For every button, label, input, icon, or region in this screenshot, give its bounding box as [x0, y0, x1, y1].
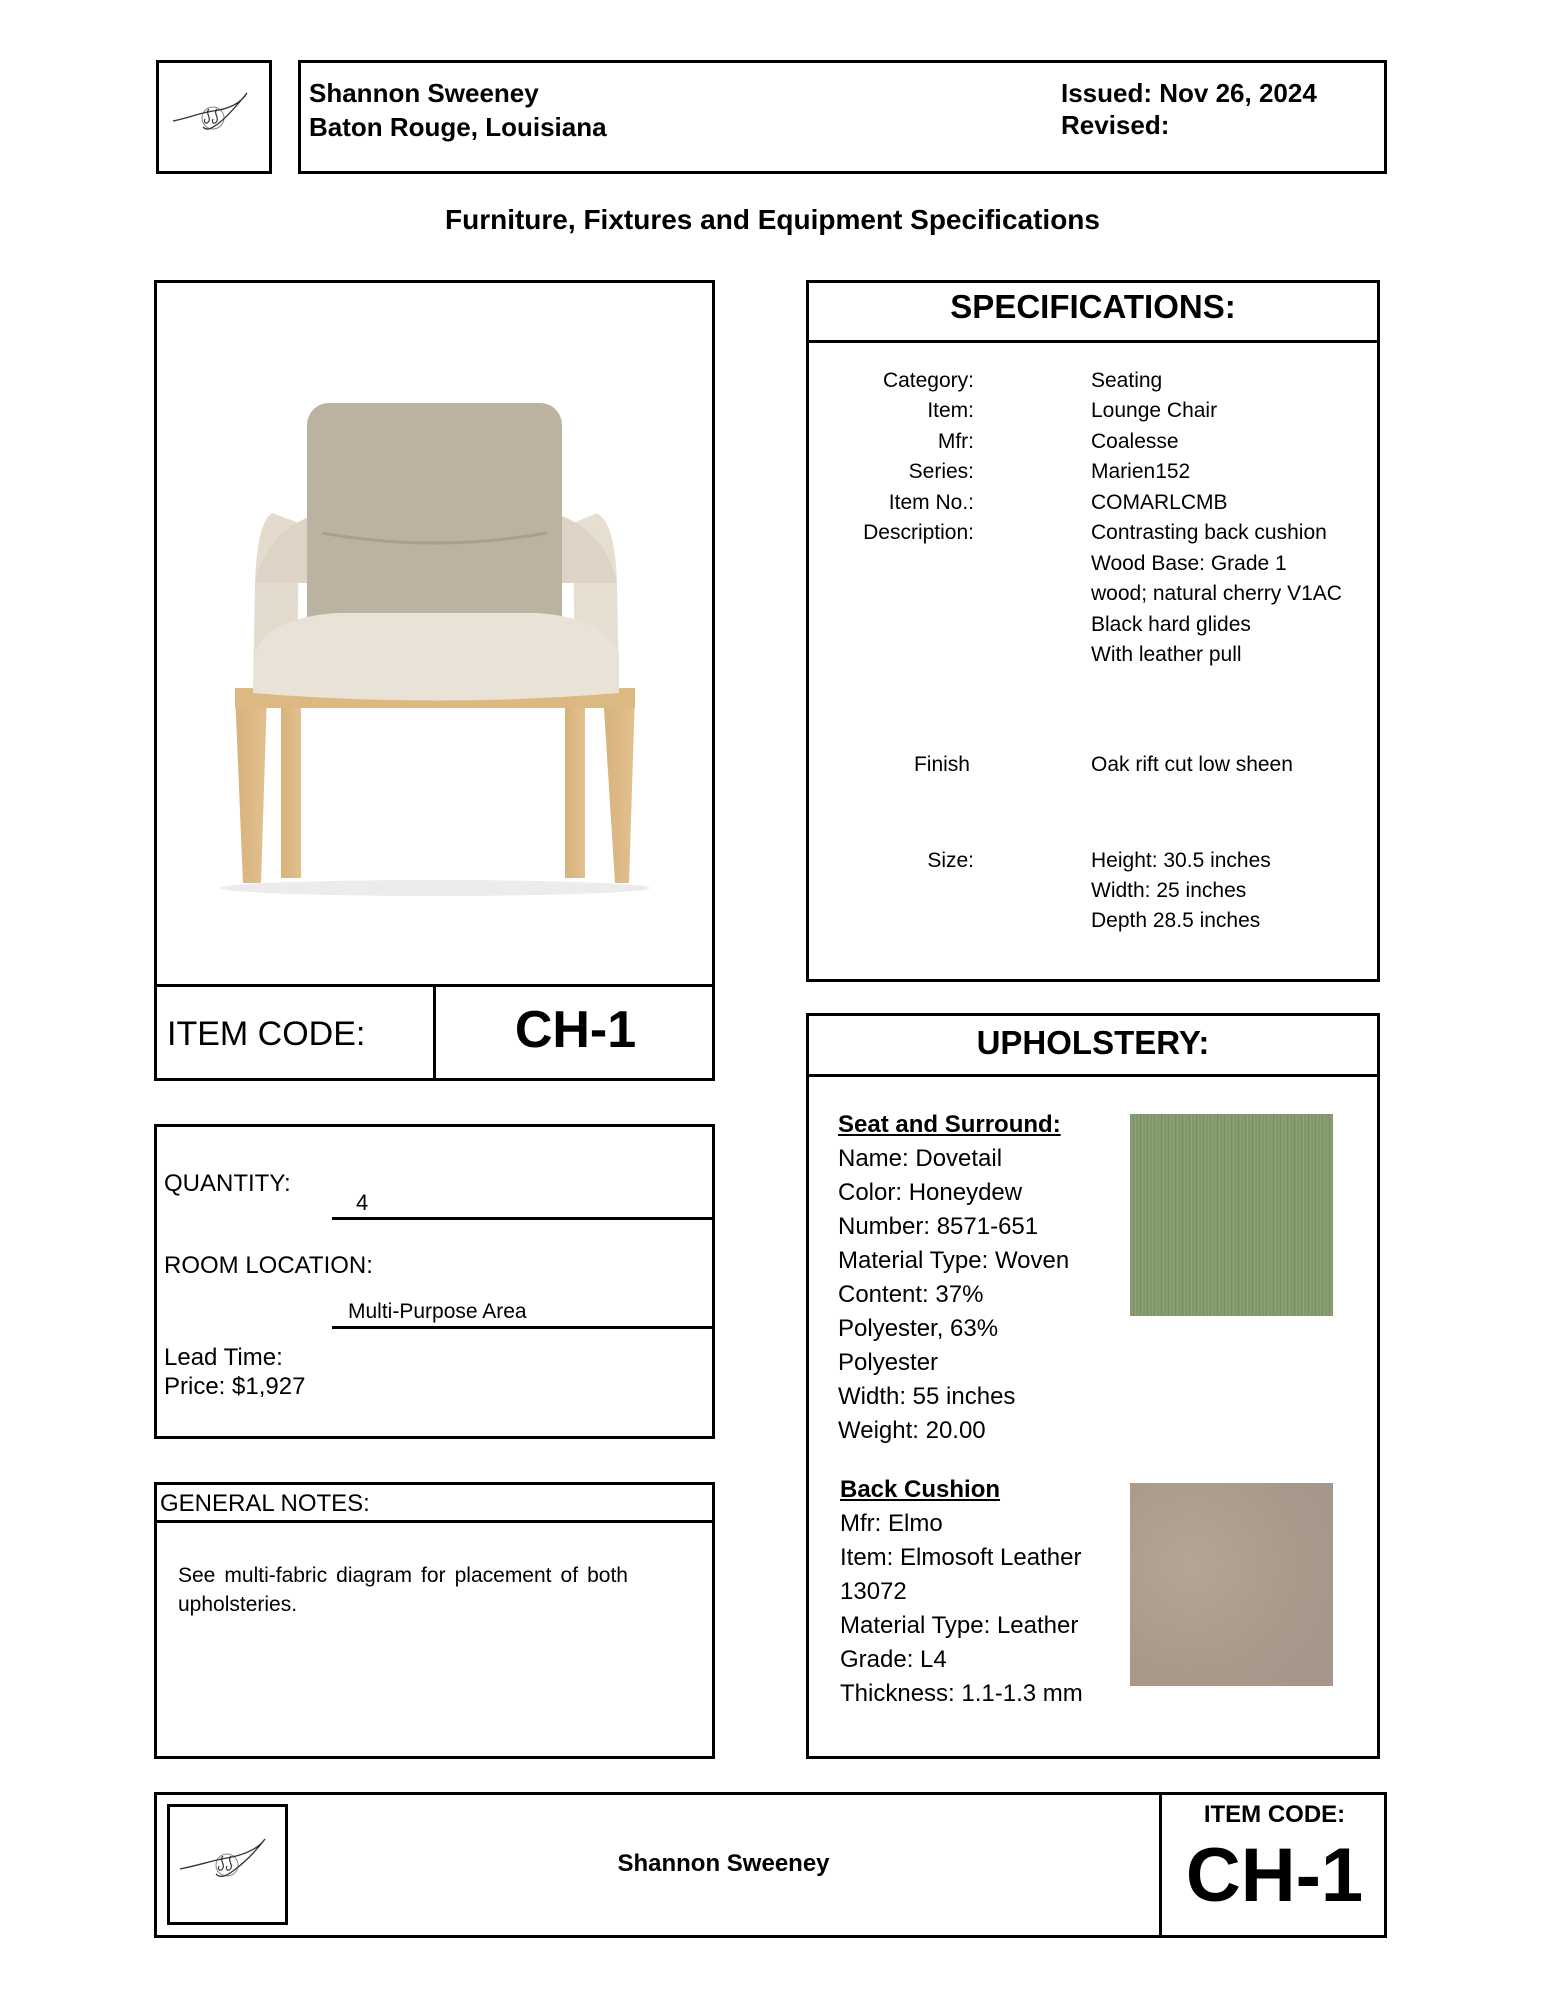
seat-upholstery-line: Width: 55 inches — [838, 1383, 1016, 1410]
spec-series-value: Marien152 — [1091, 460, 1191, 483]
upholstery-title: UPHOLSTERY: — [976, 1024, 1210, 1061]
seat-upholstery-line: Weight: 20.00 — [838, 1417, 986, 1444]
seat-upholstery-line: Polyester, 63% — [838, 1315, 999, 1342]
spec-itemno-label: Item No.: — [888, 491, 974, 514]
back-cushion-heading: Back Cushion — [840, 1476, 1001, 1503]
back-cushion-line: Item: Elmosoft Leather — [840, 1544, 1082, 1571]
back-cushion-line: Material Type: Leather — [840, 1612, 1079, 1639]
spec-description-line: Black hard glides — [1091, 613, 1251, 636]
price: Price: $1,927 — [164, 1373, 306, 1400]
spec-itemno-value: COMARLCMB — [1091, 491, 1228, 514]
spec-finish-value: Oak rift cut low sheen — [1091, 753, 1293, 776]
spec-size-line: Height: 30.5 inches — [1091, 849, 1271, 872]
spec-size-label: Size: — [927, 849, 974, 872]
spec-item-label: Item: — [927, 399, 974, 422]
seat-upholstery-line: Content: 37% — [838, 1281, 984, 1308]
room-location-value: Multi-Purpose Area — [348, 1300, 527, 1323]
designer-location: Baton Rouge, Louisiana — [309, 112, 607, 142]
upholstery-header-divider — [806, 1074, 1380, 1077]
footer-item-code-value: CH-1 — [1185, 1833, 1364, 1918]
seat-upholstery-heading: Seat and Surround: — [838, 1111, 1061, 1138]
spec-size-line: Width: 25 inches — [1091, 879, 1247, 902]
room-location-label: ROOM LOCATION: — [164, 1252, 373, 1279]
spec-description-line: wood; natural cherry V1AC — [1091, 582, 1342, 605]
lead-time: Lead Time: — [164, 1344, 283, 1371]
spec-series-label: Series: — [908, 460, 974, 483]
spec-mfr-label: Mfr: — [937, 430, 974, 453]
general-notes-text: See multi-fabric diagram for placement of both upholsteries. — [178, 1564, 628, 1616]
leather-swatch — [1130, 1483, 1333, 1686]
seat-upholstery-line: Number: 8571-651 — [838, 1213, 1039, 1240]
footer-item-code-label: ITEM CODE: — [1203, 1801, 1346, 1828]
issued-date: Issued: Nov 26, 2024 — [1061, 78, 1317, 108]
room-location-underline — [332, 1326, 712, 1329]
quantity-value: 4 — [356, 1190, 369, 1215]
item-code-value: CH-1 — [514, 1001, 637, 1059]
designer-name: Shannon Sweeney — [309, 78, 539, 108]
seat-fabric-swatch — [1130, 1114, 1333, 1316]
lounge-chair-image — [157, 283, 712, 983]
seat-upholstery-line: Color: Honeydew — [838, 1179, 1023, 1206]
spec-description-line: Wood Base: Grade 1 — [1091, 552, 1287, 575]
spec-item-value: Lounge Chair — [1091, 399, 1218, 422]
spec-category-label: Category: — [882, 369, 974, 392]
item-code-label: ITEM CODE: — [167, 1015, 366, 1053]
spec-size-line: Depth 28.5 inches — [1091, 909, 1261, 932]
general-notes-divider — [154, 1520, 715, 1523]
back-cushion-line: Thickness: 1.1-1.3 mm — [840, 1680, 1083, 1707]
back-cushion-line: Grade: L4 — [840, 1646, 947, 1673]
specifications-title: SPECIFICATIONS: — [950, 288, 1236, 325]
monogram-logo-icon — [170, 1807, 285, 1922]
seat-upholstery-line: Material Type: Woven — [838, 1247, 1070, 1274]
general-notes-title: GENERAL NOTES: — [160, 1490, 370, 1517]
revised-date: Revised: — [1061, 110, 1170, 140]
seat-upholstery-details — [838, 1108, 1069, 1448]
footer-logo-frame — [167, 1804, 288, 1925]
spec-mfr-value: Coalesse — [1091, 430, 1179, 453]
monogram-logo-icon — [159, 63, 269, 171]
spec-category-value: Seating — [1091, 369, 1163, 392]
spec-description-line: With leather pull — [1091, 643, 1242, 666]
back-cushion-details — [840, 1473, 1083, 1711]
general-notes-box — [154, 1482, 715, 1759]
footer-designer-name: Shannon Sweeney — [617, 1850, 830, 1877]
quantity-label: QUANTITY: — [164, 1170, 291, 1197]
specifications-header-divider — [806, 340, 1380, 343]
back-cushion-line: 13072 — [840, 1578, 907, 1605]
quantity-underline — [332, 1217, 712, 1220]
spec-finish-label: Finish — [913, 753, 970, 776]
spec-description-label: Description: — [863, 521, 974, 544]
header-logo-frame — [156, 60, 272, 174]
document-title: Furniture, Fixtures and Equipment Specifications — [445, 204, 1100, 235]
seat-upholstery-line: Name: Dovetail — [838, 1145, 1003, 1172]
back-cushion-line: Mfr: Elmo — [840, 1510, 943, 1537]
spec-description-line: Contrasting back cushion — [1091, 521, 1327, 544]
product-image-frame — [154, 280, 715, 984]
seat-upholstery-line: Polyester — [838, 1349, 939, 1376]
